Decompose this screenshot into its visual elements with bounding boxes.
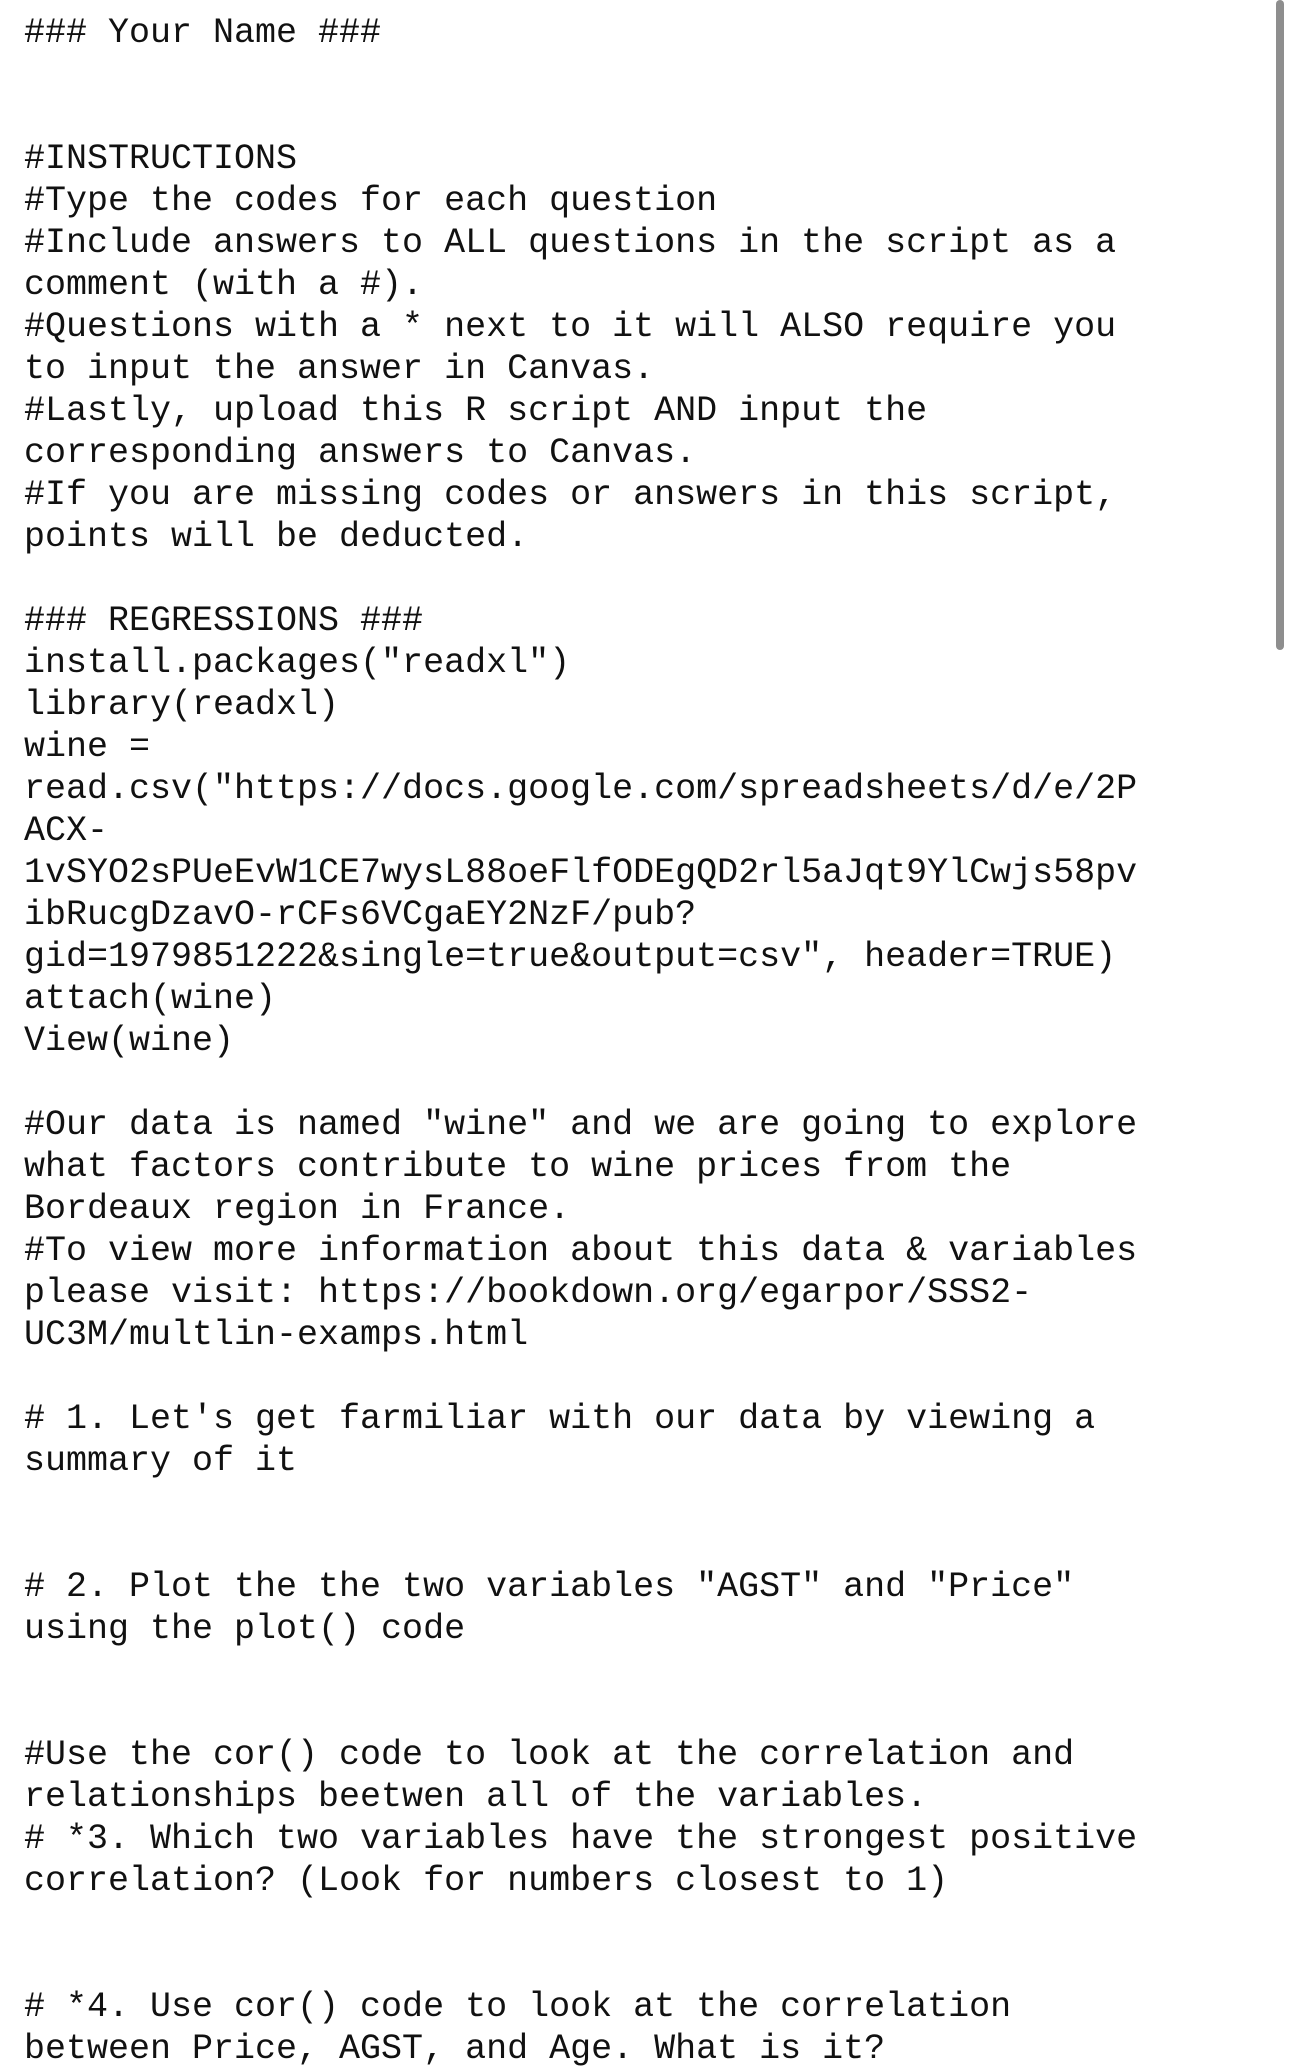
blank-line	[24, 54, 1264, 96]
blank-line	[24, 1356, 1264, 1398]
code-line: #If you are missing codes or answers in this script,	[24, 475, 1117, 515]
code-line: wine =	[24, 727, 151, 767]
code-line: gid=1979851222&single=true&output=csv", header=TRUE)	[24, 937, 1117, 977]
code-line: #Use the cor() code to look at the correlation and	[24, 1735, 1075, 1775]
code-line: 1vSYO2sPUeEvW1CE7wysL88oeFlfODEgQD2rl5aJqt9YlCwjs58pv	[24, 853, 1138, 893]
code-line: #To view more information about this data & variables	[24, 1231, 1138, 1271]
code-line: #Lastly, upload this R script AND input the	[24, 391, 928, 431]
code-line: library(readxl)	[24, 685, 340, 725]
blank-line	[24, 1692, 1264, 1734]
code-line: read.csv("https://docs.google.com/spreadsheets/d/e/2P	[24, 769, 1138, 809]
code-line: #INSTRUCTIONS	[24, 139, 298, 179]
blank-line	[24, 1650, 1264, 1692]
code-line: Bordeaux region in France.	[24, 1189, 571, 1229]
blank-line	[24, 1482, 1264, 1524]
code-line: ### Your Name ###	[24, 13, 382, 53]
code-line: summary of it	[24, 1441, 298, 1481]
code-line: what factors contribute to wine prices from the	[24, 1147, 1012, 1187]
code-line: # *3. Which two variables have the strongest positive	[24, 1819, 1138, 1859]
script-text	[24, 12, 1264, 2070]
code-line: ### REGRESSIONS ###	[24, 601, 424, 641]
code-line: install.packages("readxl")	[24, 643, 571, 683]
blank-line	[24, 1062, 1264, 1104]
code-line: # 2. Plot the the two variables "AGST" and "Price"	[24, 1567, 1075, 1607]
code-line: #Our data is named "wine" and we are going to explore	[24, 1105, 1138, 1145]
code-line: # *4. Use cor() code to look at the correlation	[24, 1987, 1012, 2027]
code-line: corresponding answers to Canvas.	[24, 433, 697, 473]
code-line: #Include answers to ALL questions in the script as a	[24, 223, 1117, 263]
code-line: using the plot() code	[24, 1609, 466, 1649]
code-line: relationships beetwen all of the variables.	[24, 1777, 928, 1817]
vertical-scrollbar[interactable]	[1276, 0, 1284, 650]
code-line: #Questions with a * next to it will ALSO require you	[24, 307, 1117, 347]
code-line: View(wine)	[24, 1021, 235, 1061]
code-line: attach(wine)	[24, 979, 277, 1019]
blank-line	[24, 1902, 1264, 1944]
code-line: correlation? (Look for numbers closest to 1)	[24, 1861, 949, 1901]
code-line: between Price, AGST, and Age. What is it?	[24, 2029, 886, 2069]
code-line: #Type the codes for each question	[24, 181, 718, 221]
blank-line	[24, 1524, 1264, 1566]
code-line: # 1. Let's get farmiliar with our data by viewing a	[24, 1399, 1096, 1439]
code-line: please visit: https://bookdown.org/egarpor/SSS2-	[24, 1273, 1033, 1313]
blank-line	[24, 1944, 1264, 1986]
code-line: ibRucgDzavO-rCFs6VCgaEY2NzF/pub?	[24, 895, 697, 935]
blank-line	[24, 96, 1264, 138]
code-line: ACX-	[24, 811, 109, 851]
code-line: comment (with a #).	[24, 265, 424, 305]
blank-line	[24, 558, 1264, 600]
code-line: to input the answer in Canvas.	[24, 349, 655, 389]
code-line: UC3M/multlin-examps.html	[24, 1315, 529, 1355]
code-line: points will be deducted.	[24, 517, 529, 557]
